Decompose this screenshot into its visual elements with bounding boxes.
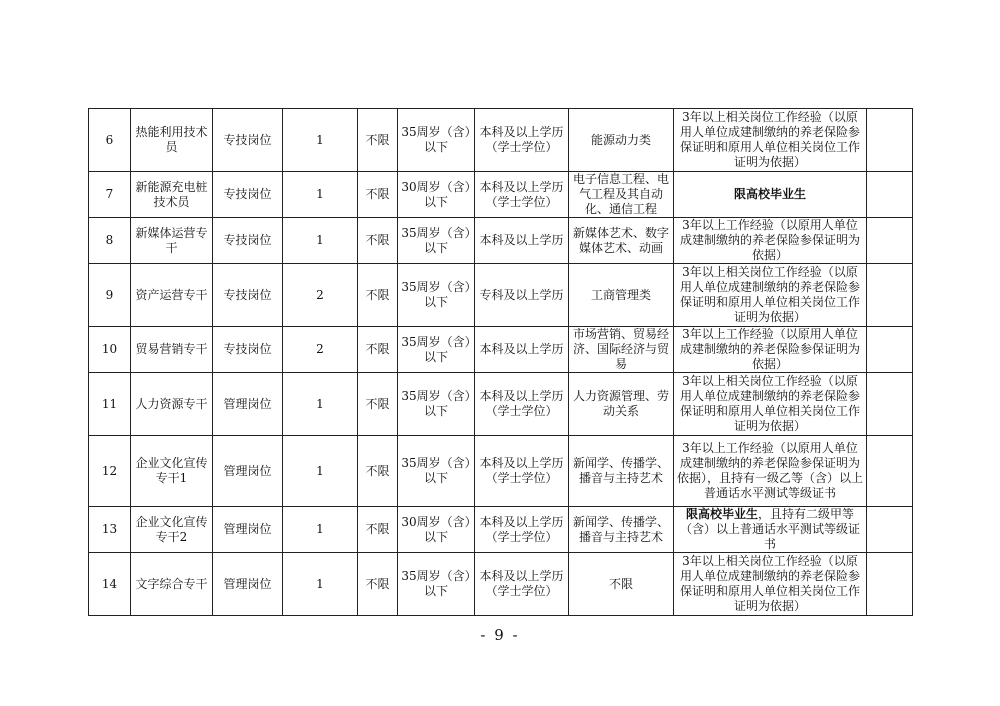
cell-count: 2 <box>283 264 358 327</box>
requirement-text: 3年以上工作经验（以原用人单位成建制缴纳的养老保险参保证明为依据），且持有一级乙等（含）以上普通话水平测试等级证书 <box>677 441 864 500</box>
cell-age: 35周岁（含）以下 <box>398 218 475 264</box>
cell-type: 专技岗位 <box>213 327 283 373</box>
cell-age: 30周岁（含）以下 <box>398 507 475 553</box>
cell-education: 本科及以上学历 <box>475 218 569 264</box>
cell-count: 1 <box>283 373 358 436</box>
cell-count: 1 <box>283 172 358 218</box>
cell-gender: 不限 <box>358 507 398 553</box>
cell-education: 本科及以上学历（学士学位） <box>475 373 569 436</box>
cell-position: 文字综合专干 <box>131 553 213 616</box>
table-row <box>89 553 913 616</box>
cell-type: 专技岗位 <box>213 109 283 172</box>
cell-no: 14 <box>89 553 131 616</box>
cell-remark <box>867 218 913 264</box>
table-row <box>89 373 913 436</box>
cell-type: 管理岗位 <box>213 436 283 507</box>
requirement-highlight: 限高校毕业生 <box>733 187 806 201</box>
cell-major: 新闻学、传播学、播音与主持艺术 <box>569 436 674 507</box>
cell-no: 11 <box>89 373 131 436</box>
cell-count: 1 <box>283 218 358 264</box>
requirement-text: 3年以上工作经验（以原用人单位成建制缴纳的养老保险参保证明为依据） <box>679 327 860 371</box>
cell-type: 专技岗位 <box>213 218 283 264</box>
table-row <box>89 327 913 373</box>
cell-remark <box>867 327 913 373</box>
cell-major: 工商管理类 <box>569 264 674 327</box>
cell-no: 7 <box>89 172 131 218</box>
cell-requirement <box>674 553 867 616</box>
table-row <box>89 507 913 553</box>
cell-position: 资产运营专干 <box>131 264 213 327</box>
cell-remark <box>867 264 913 327</box>
cell-education: 本科及以上学历（学士学位） <box>475 172 569 218</box>
requirement-text: 3年以上工作经验（以原用人单位成建制缴纳的养老保险参保证明为依据） <box>679 218 860 262</box>
cell-gender: 不限 <box>358 218 398 264</box>
requirement-text: 3年以上相关岗位工作经验（以原用人单位成建制缴纳的养老保险参保证明和原用人单位相关岗位工作证明为依据） <box>679 110 860 169</box>
cell-position: 热能利用技术员 <box>131 109 213 172</box>
cell-remark <box>867 436 913 507</box>
job-table-body <box>89 109 913 616</box>
cell-age: 35周岁（含）以下 <box>398 264 475 327</box>
cell-age: 30周岁（含）以下 <box>398 172 475 218</box>
cell-education: 本科及以上学历（学士学位） <box>475 436 569 507</box>
requirement-text: 3年以上相关岗位工作经验（以原用人单位成建制缴纳的养老保险参保证明和原用人单位相关岗位工作证明为依据） <box>679 265 860 324</box>
cell-education: 本科及以上学历 <box>475 327 569 373</box>
table-row <box>89 109 913 172</box>
cell-major: 市场营销、贸易经济、国际经济与贸易 <box>569 327 674 373</box>
requirement-text: 3年以上相关岗位工作经验（以原用人单位成建制缴纳的养老保险参保证明和原用人单位相关岗位工作证明为依据） <box>679 554 860 613</box>
cell-type: 管理岗位 <box>213 373 283 436</box>
cell-count: 1 <box>283 553 358 616</box>
cell-education: 本科及以上学历（学士学位） <box>475 553 569 616</box>
cell-no: 6 <box>89 109 131 172</box>
cell-count: 1 <box>283 436 358 507</box>
table-row <box>89 436 913 507</box>
cell-type: 专技岗位 <box>213 264 283 327</box>
cell-requirement <box>674 507 867 553</box>
cell-requirement <box>674 172 867 218</box>
cell-remark <box>867 553 913 616</box>
requirement-highlight: 限高校毕业生 <box>685 507 758 521</box>
cell-position: 企业文化宣传专干2 <box>131 507 213 553</box>
cell-gender: 不限 <box>358 109 398 172</box>
cell-position: 企业文化宣传专干1 <box>131 436 213 507</box>
cell-age: 35周岁（含）以下 <box>398 553 475 616</box>
cell-remark <box>867 507 913 553</box>
cell-age: 35周岁（含）以下 <box>398 436 475 507</box>
cell-requirement <box>674 109 867 172</box>
cell-no: 8 <box>89 218 131 264</box>
cell-age: 35周岁（含）以下 <box>398 373 475 436</box>
cell-gender: 不限 <box>358 553 398 616</box>
cell-major: 不限 <box>569 553 674 616</box>
cell-gender: 不限 <box>358 172 398 218</box>
cell-major: 新闻学、传播学、播音与主持艺术 <box>569 507 674 553</box>
cell-age: 35周岁（含）以下 <box>398 327 475 373</box>
cell-gender: 不限 <box>358 436 398 507</box>
cell-requirement <box>674 327 867 373</box>
cell-count: 1 <box>283 109 358 172</box>
cell-education: 本科及以上学历（学士学位） <box>475 109 569 172</box>
cell-position: 新媒体运营专干 <box>131 218 213 264</box>
cell-requirement <box>674 373 867 436</box>
requirement-text: ，且持有二级甲等（含）以上普通话水平测试等级证书 <box>679 507 860 551</box>
cell-remark <box>867 172 913 218</box>
cell-age: 35周岁（含）以下 <box>398 109 475 172</box>
job-table <box>88 108 913 616</box>
cell-major: 新媒体艺术、数字媒体艺术、动画 <box>569 218 674 264</box>
cell-major: 人力资源管理、劳动关系 <box>569 373 674 436</box>
cell-no: 9 <box>89 264 131 327</box>
cell-education: 本科及以上学历（学士学位） <box>475 507 569 553</box>
cell-position: 贸易营销专干 <box>131 327 213 373</box>
cell-no: 10 <box>89 327 131 373</box>
cell-requirement <box>674 218 867 264</box>
cell-no: 13 <box>89 507 131 553</box>
requirement-text: 3年以上相关岗位工作经验（以原用人单位成建制缴纳的养老保险参保证明和原用人单位相关岗位工作证明为依据） <box>679 374 860 433</box>
cell-remark <box>867 109 913 172</box>
page-number: - 9 - <box>480 626 520 644</box>
cell-type: 管理岗位 <box>213 553 283 616</box>
cell-requirement <box>674 264 867 327</box>
cell-type: 管理岗位 <box>213 507 283 553</box>
cell-position: 新能源充电桩技术员 <box>131 172 213 218</box>
table-row <box>89 218 913 264</box>
cell-count: 2 <box>283 327 358 373</box>
cell-gender: 不限 <box>358 327 398 373</box>
cell-type: 专技岗位 <box>213 172 283 218</box>
cell-position: 人力资源专干 <box>131 373 213 436</box>
table-row <box>89 264 913 327</box>
cell-no: 12 <box>89 436 131 507</box>
cell-education: 专科及以上学历 <box>475 264 569 327</box>
cell-major: 能源动力类 <box>569 109 674 172</box>
cell-gender: 不限 <box>358 373 398 436</box>
cell-count: 1 <box>283 507 358 553</box>
cell-remark <box>867 373 913 436</box>
cell-major: 电子信息工程、电气工程及其自动化、通信工程 <box>569 172 674 218</box>
table-row <box>89 172 913 218</box>
cell-gender: 不限 <box>358 264 398 327</box>
cell-requirement <box>674 436 867 507</box>
